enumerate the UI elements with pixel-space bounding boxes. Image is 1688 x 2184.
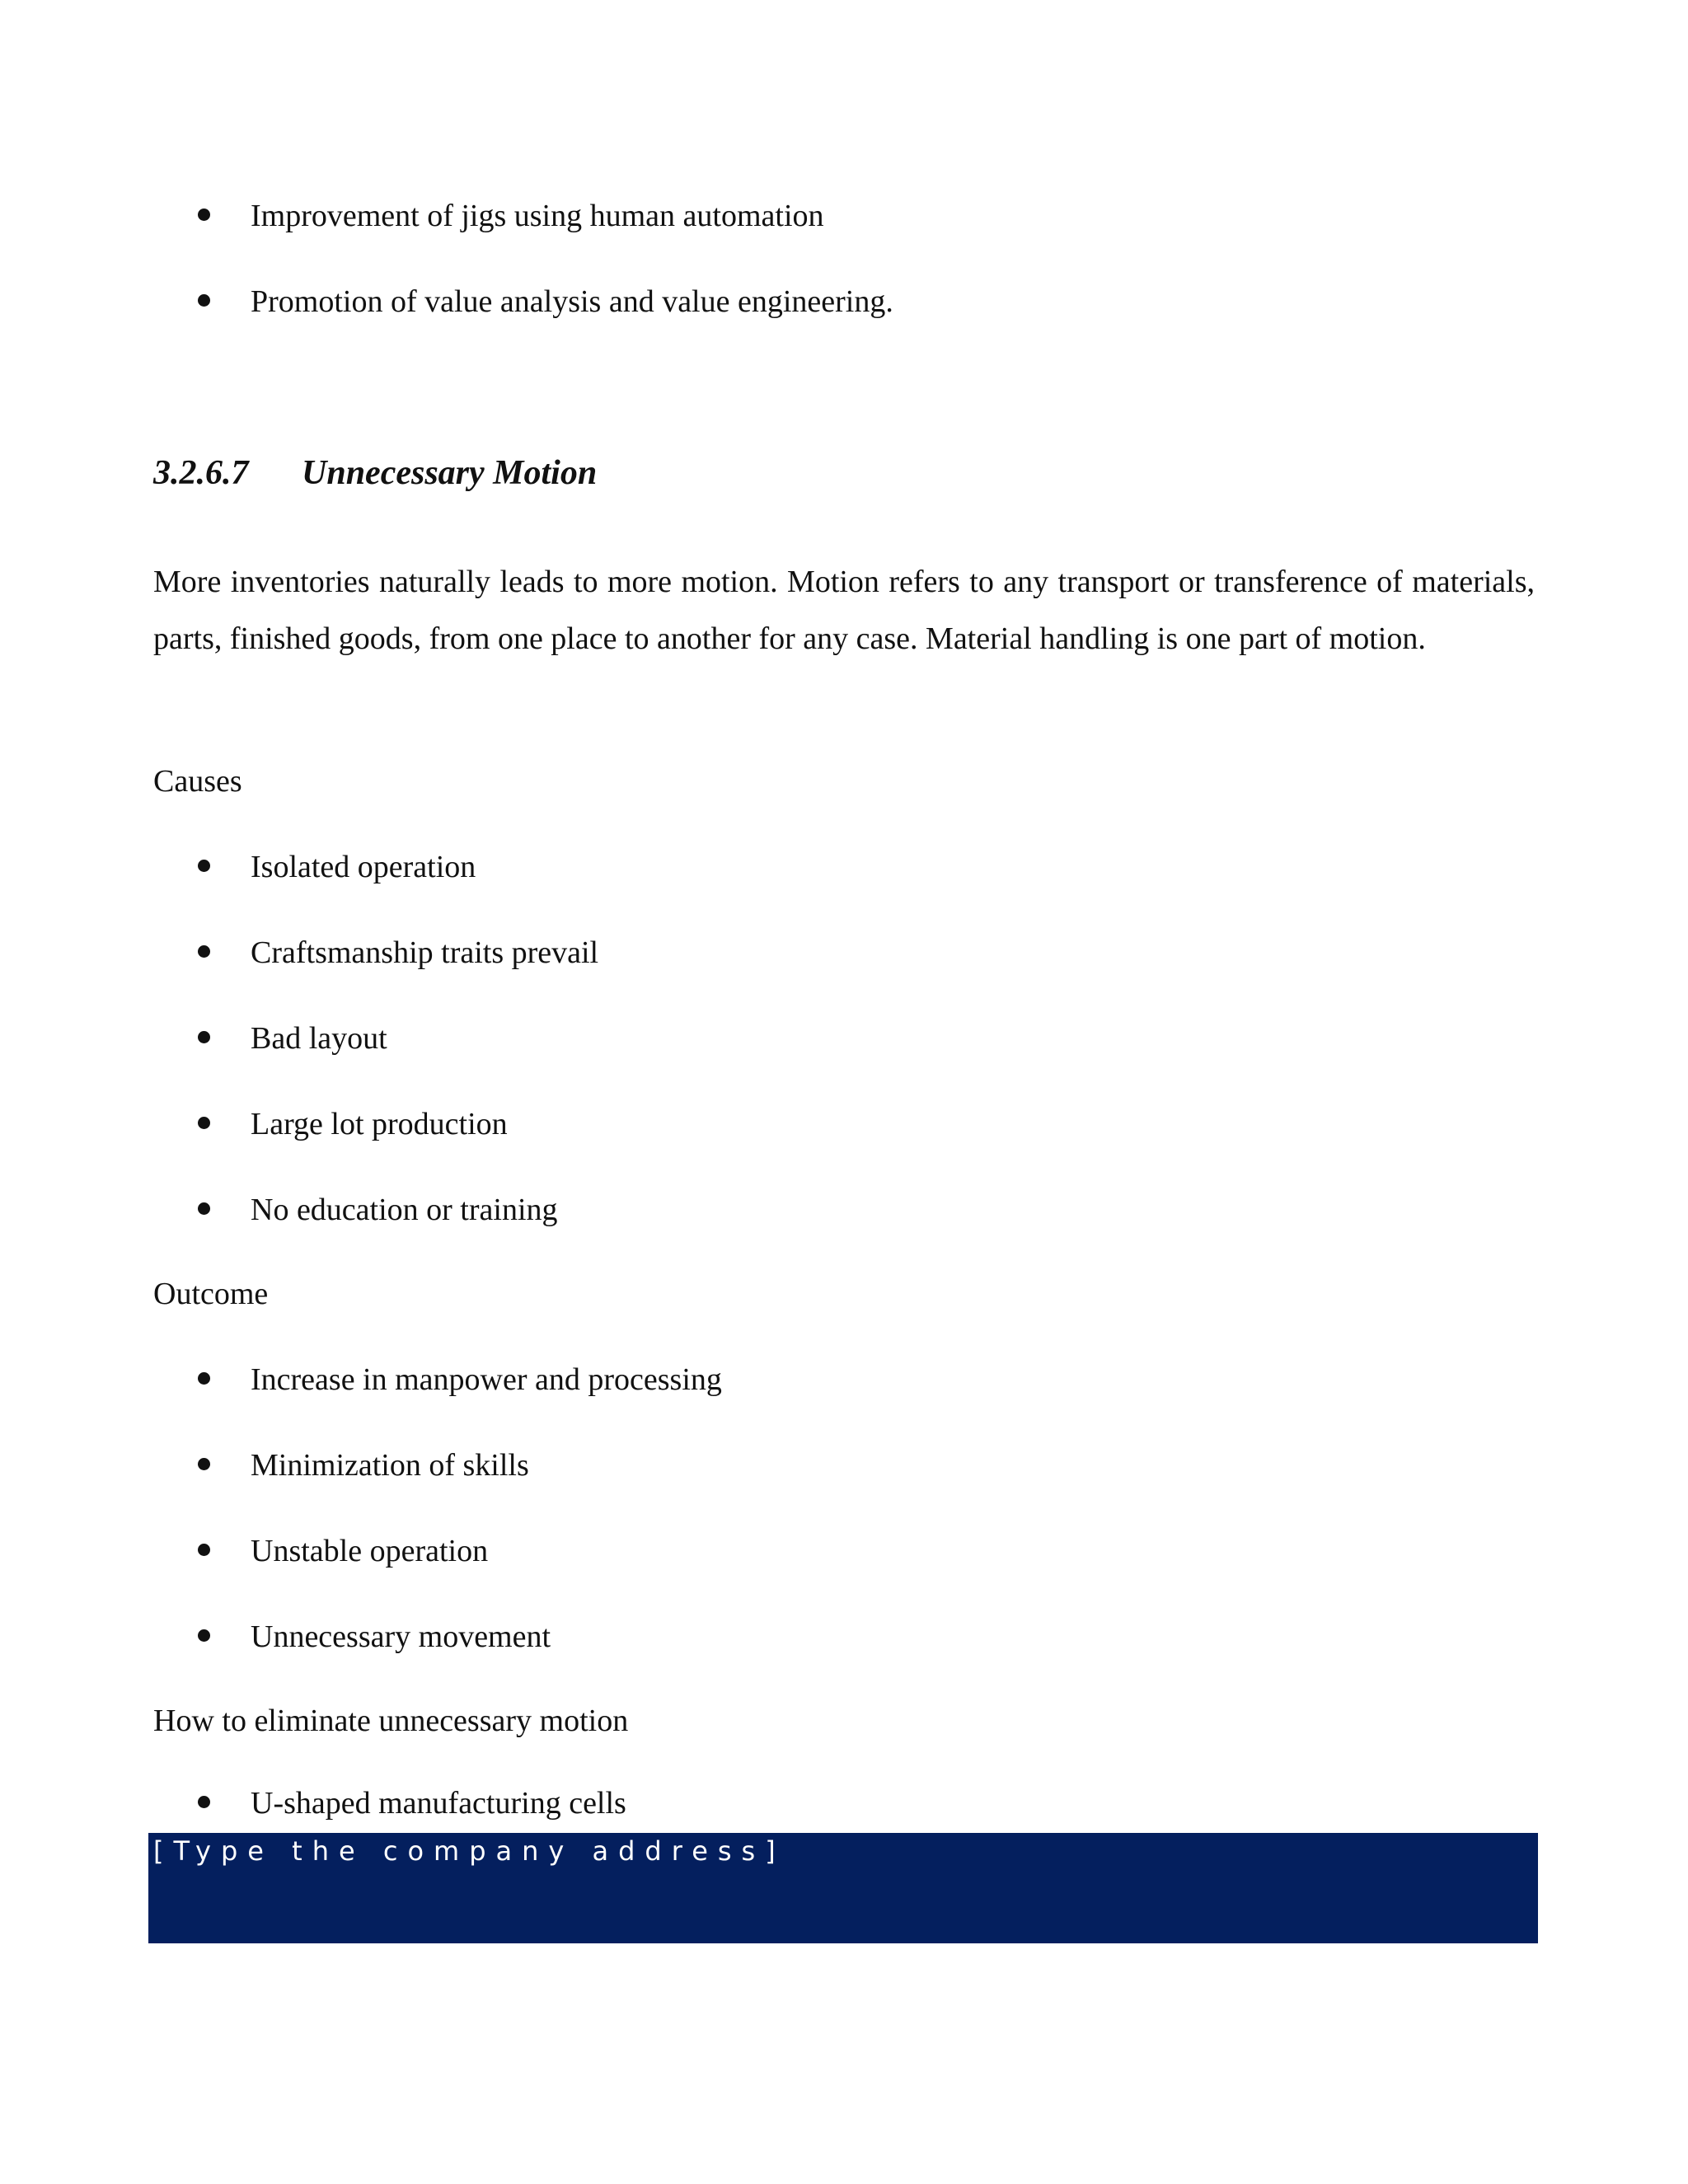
bullet-icon bbox=[198, 1796, 210, 1808]
bullet-icon bbox=[198, 1117, 210, 1129]
list-item bbox=[198, 282, 1517, 321]
top-bullet-list bbox=[198, 196, 1517, 321]
list-item-text: U-shaped manufacturing cells bbox=[251, 1786, 626, 1821]
bullet-icon bbox=[198, 1372, 210, 1385]
bullet-icon bbox=[198, 945, 210, 958]
intro-paragraph: More inventories naturally leads to more motion. Motion refers to any transport or transference of materials, parts, finished goods, from one place to another for any case. Material handling is one part of motion. bbox=[153, 565, 1535, 656]
bullet-icon bbox=[198, 1458, 210, 1470]
bullet-icon bbox=[198, 209, 210, 221]
bullet-icon bbox=[198, 1544, 210, 1556]
bullet-icon bbox=[198, 1629, 210, 1642]
list-item-text: Improvement of jigs using human automation bbox=[251, 199, 824, 233]
causes-label: Causes bbox=[153, 764, 242, 799]
list-item bbox=[198, 196, 1517, 236]
list-item-text: Unstable operation bbox=[251, 1534, 489, 1568]
list-item bbox=[198, 1446, 1517, 1485]
list-item bbox=[198, 1019, 1517, 1058]
list-item bbox=[198, 1190, 1517, 1230]
list-item-text: Isolated operation bbox=[251, 850, 476, 884]
causes-list bbox=[198, 847, 1517, 1230]
list-item bbox=[198, 1104, 1517, 1144]
list-item bbox=[198, 1360, 1517, 1399]
list-item bbox=[198, 847, 1517, 887]
bullet-icon bbox=[198, 860, 210, 872]
list-item-text: Minimization of skills bbox=[251, 1448, 529, 1483]
list-item-text: Bad layout bbox=[251, 1021, 387, 1056]
list-item bbox=[198, 1783, 1517, 1823]
section-number: 3.2.6.7 bbox=[153, 454, 249, 492]
list-item-text: No education or training bbox=[251, 1193, 558, 1227]
bullet-icon bbox=[198, 294, 210, 307]
list-item-text: Craftsmanship traits prevail bbox=[251, 935, 599, 970]
company-address-placeholder[interactable]: [Type the company address] bbox=[153, 1835, 785, 1867]
section-heading bbox=[153, 452, 597, 494]
list-item-text: Large lot production bbox=[251, 1107, 508, 1141]
outcome-label: Outcome bbox=[153, 1277, 269, 1311]
footer-address-band bbox=[148, 1833, 1538, 1943]
bullet-icon bbox=[198, 1202, 210, 1215]
list-item bbox=[198, 1531, 1517, 1571]
eliminate-label: How to eliminate unnecessary motion bbox=[153, 1704, 629, 1738]
eliminate-list bbox=[198, 1783, 1517, 1823]
list-item bbox=[198, 1617, 1517, 1657]
bullet-icon bbox=[198, 1031, 210, 1043]
list-item-text: Promotion of value analysis and value engineering. bbox=[251, 284, 893, 319]
outcome-list bbox=[198, 1360, 1517, 1657]
list-item bbox=[198, 933, 1517, 972]
section-title: Unnecessary Motion bbox=[302, 454, 598, 492]
list-item-text: Unnecessary movement bbox=[251, 1619, 551, 1654]
list-item-text: Increase in manpower and processing bbox=[251, 1362, 722, 1397]
